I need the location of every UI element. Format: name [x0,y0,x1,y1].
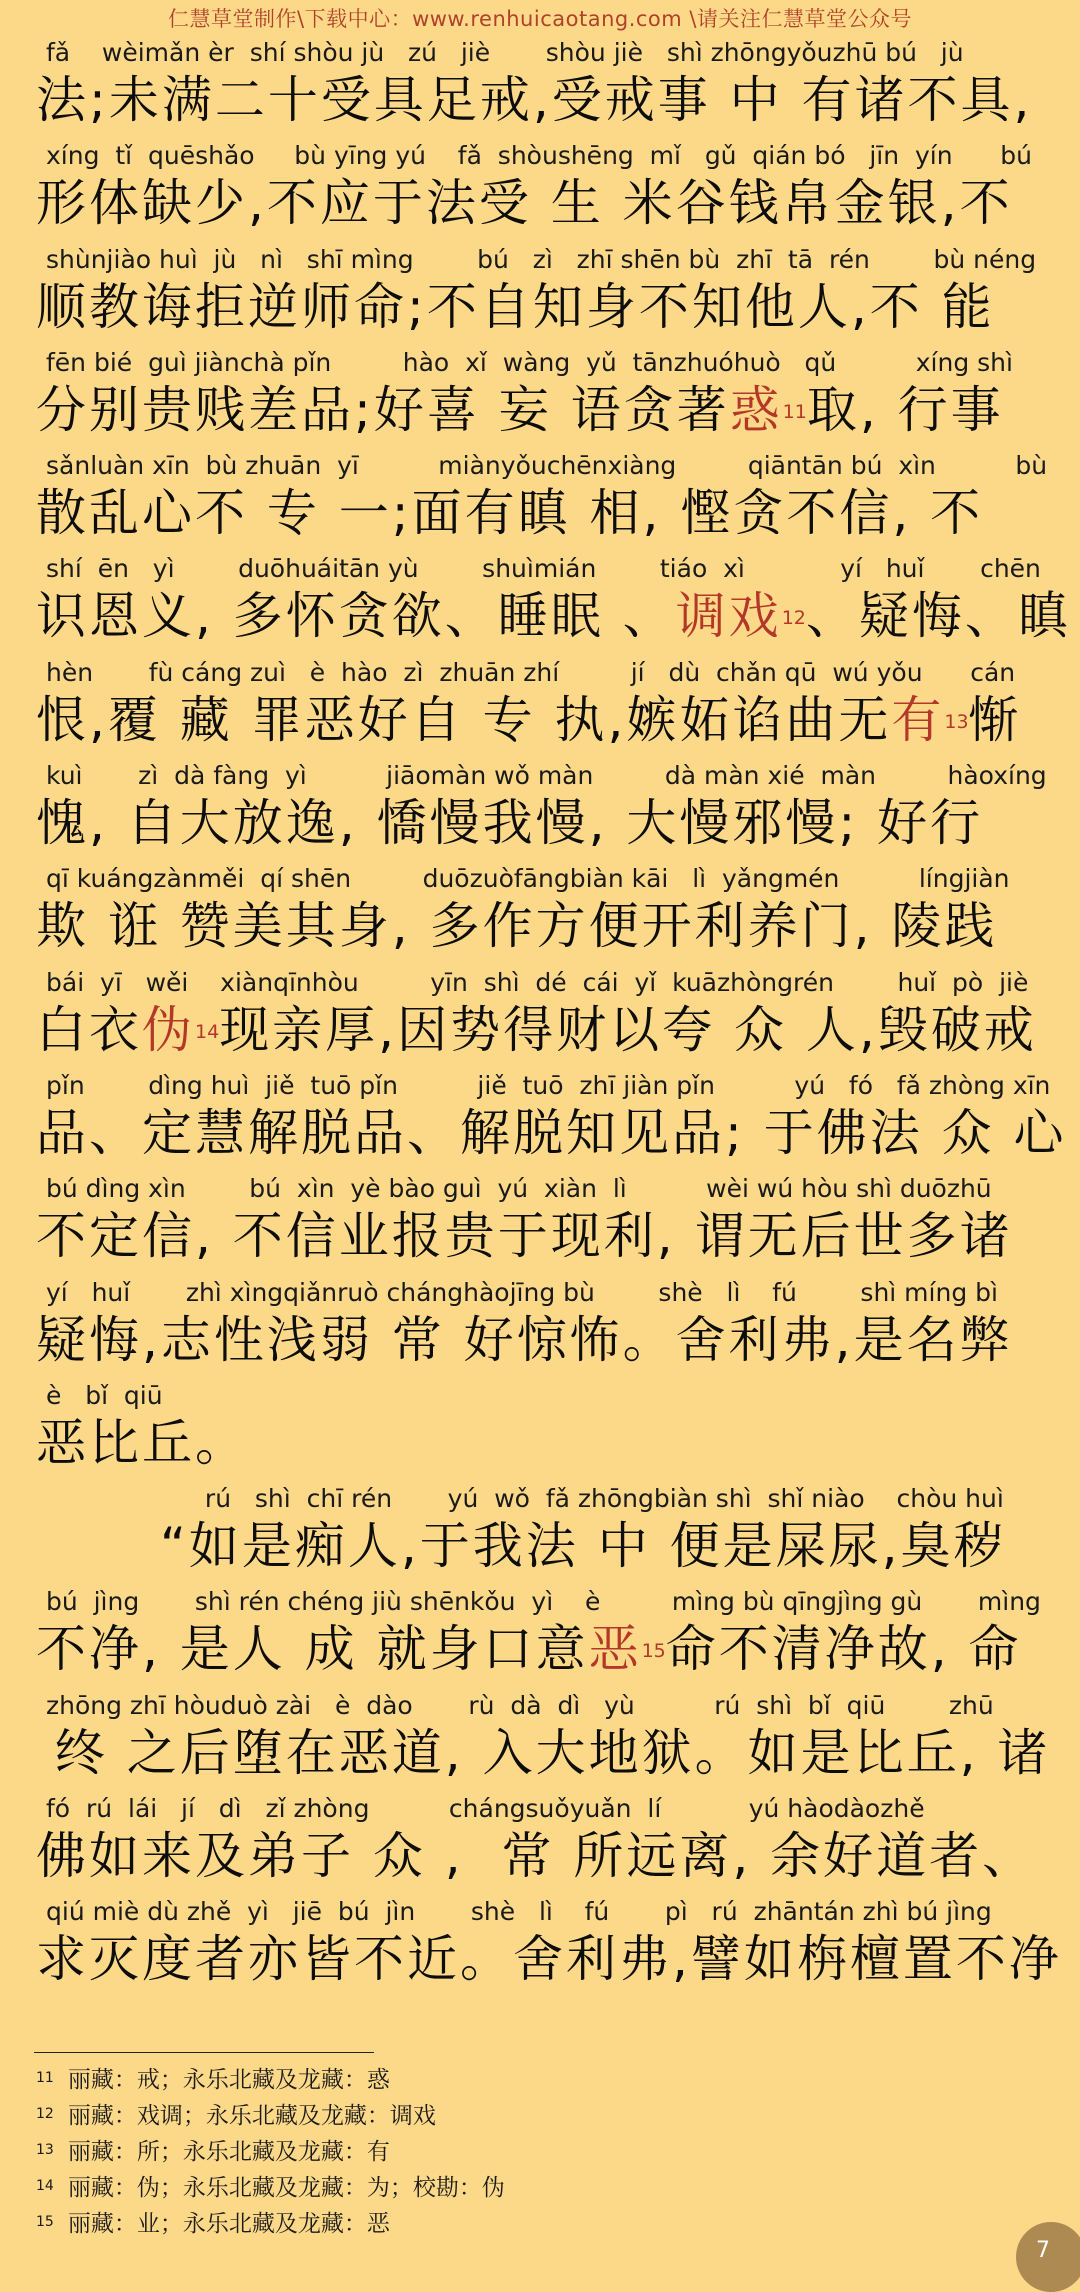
scripture-text [36,36,1071,1999]
text-line [36,966,1046,1069]
text-line [36,243,1046,346]
footnote-ref: 14 [195,1020,220,1043]
footnote-ref: 15 [641,1640,666,1663]
footnote-text: 丽藏：戏调；永乐北藏及龙藏：调戏 [67,2103,436,2129]
pinyin-line: sǎnluàn xīn bù zhuān yī miànyǒuchēnxiàng qiāntān bú xìn bù [46,451,1048,481]
footnote-text: 丽藏：伪；永乐北藏及龙藏：为；校勘：伪 [67,2175,505,2201]
text-line [36,1276,1046,1379]
pinyin-line: shùnjiào huì jù nì shī mìng bú zì zhī shēn bù zhī tā rén bù néng [46,244,1037,274]
footnote-item [36,2098,936,2134]
hanzi-line [36,1618,1046,1680]
variant-character: 有 [891,690,945,749]
footnote-item [36,2134,936,2170]
text-segment: 疑悔,志性浅弱 常 好惊怖。舍利弗,是名弊 [36,1310,1013,1369]
text-line [36,1379,1046,1482]
footnote-text: 丽藏：业；永乐北藏及龙藏：恶 [67,2211,390,2237]
text-segment: 现亲厚,因势得财以夸 众 人,毁破戒 [219,1000,1037,1059]
hanzi-line [36,69,1046,131]
text-segment: 取, 行事 [806,380,1004,439]
text-segment: 、疑悔、瞋 [805,587,1071,646]
hanzi-line [36,999,1046,1061]
pinyin-line: qī kuángzànměi qí shēn duōzuòfāngbiàn kāi lì yǎngmén língjiàn [46,864,1010,894]
text-line [36,1172,1046,1275]
text-line [36,139,1046,242]
footnote-number: 13 [36,2142,54,2158]
text-segment: 白衣 [36,1000,142,1059]
pinyin-line: qiú miè dù zhě yì jiē bú jìn shè lì fú pì rú zhāntán zhì bú jìng [46,1897,992,1927]
hanzi-line [36,1928,1062,1990]
text-line [36,759,1046,862]
text-line [36,1689,1051,1792]
footnote-ref: 11 [782,400,807,423]
pinyin-line: yí huǐ zhì xìngqiǎnruò chánghàojīng bù shè lì fú shì míng bì [46,1277,998,1307]
pinyin-line: fēn bié guì jiànchà pǐn hào xǐ wàng yǔ tānzhuóhuò qǔ xíng shì [46,347,1013,377]
text-segment: 分别贵贱差品;好喜 妄 语贪著 [36,380,730,439]
footnote-number: 12 [36,2106,54,2122]
variant-character: 调戏 [675,587,782,646]
pinyin-line: rú shì chī rén yú wǒ fǎ zhōngbiàn shì shǐ niào chòu huì [46,1484,1004,1514]
hanzi-line [160,1515,1046,1577]
text-segment: 顺教诲拒逆师命;不自知身不知他人,不 能 [36,277,995,336]
text-line [36,1792,1046,1895]
pinyin-line: è bǐ qiū [46,1380,163,1410]
hanzi-line [36,1412,1046,1474]
hanzi-line [36,585,1071,647]
pinyin-line: bú jìng shì rén chéng jiù shēnkǒu yì è mìng bù qīngjìng gù mìng [46,1587,1041,1617]
variant-character: 惑 [729,380,783,439]
text-line [36,1069,1067,1172]
pinyin-line: bái yī wěi xiànqīnhòu yīn shì dé cái yǐ kuāzhòngrén huǐ pò jiè [46,967,1029,997]
hanzi-line [36,895,1046,957]
text-segment: 恨,覆 藏 罪恶好自 专 执,嫉妬谄曲无 [36,690,892,749]
footnote-ref: 12 [781,607,806,630]
hanzi-line [36,1309,1046,1371]
pinyin-line: pǐn dìng huì jiě tuō pǐn jiě tuō zhī jiàn pǐn yú fó fǎ zhòng xīn [46,1070,1051,1100]
site-header: 仁慧草堂制作\下载中心：www.renhuicaotang.com \请关注仁慧草堂公众号 [168,7,912,31]
pinyin-line: xíng tǐ quēshǎo bù yīng yú fǎ shòushēng mǐ gǔ qián bó jīn yín bú [46,141,1032,171]
hanzi-line [36,172,1046,234]
text-segment: 惭 [968,690,1022,749]
footnote-item [36,2206,936,2242]
variant-character: 恶 [588,1620,642,1679]
footnote-item [36,2062,936,2098]
text-line [36,1585,1046,1688]
variant-character: 伪 [142,1000,195,1059]
text-segment: “如是痴人,于我法 中 便是屎尿,臭秽 [160,1517,1007,1576]
text-line [36,449,1046,552]
pinyin-line: zhōng zhī hòuduò zài è dào rù dà dì yù rú shì bǐ qiū zhū [46,1690,994,1720]
hanzi-line [36,482,1046,544]
footnote-ref: 13 [944,710,969,733]
text-line [36,1895,1062,1998]
text-segment: 形体缺少,不应于法受 生 米谷钱帛金银,不 [36,174,1013,233]
hanzi-line [36,1722,1051,1784]
footnote-number: 11 [36,2070,54,2086]
text-segment: 不定信, 不信业报贵于现利, 谓无后世多诸 [36,1207,1013,1266]
pinyin-line: bú dìng xìn bú xìn yè bào guì yú xiàn lì wèi wú hòu shì duōzhū [46,1174,992,1204]
text-segment: 识恩义, 多怀贪欲、睡眠 、 [36,587,676,646]
text-segment: 命不清净故, 命 [665,1620,1022,1679]
pinyin-line: shí ēn yì duōhuáitān yù shuìmián tiáo xì yí huǐ chēn [46,554,1041,584]
hanzi-line [36,1205,1046,1267]
text-segment: 求灭度者亦皆不近。舍利弗,譬如栴檀置不净 [36,1930,1062,1989]
hanzi-line [36,276,1046,338]
footnote-text: 丽藏：所；永乐北藏及龙藏：有 [67,2139,390,2165]
pinyin-line: fǎ wèimǎn èr shí shòu jù zú jiè shòu jiè shì zhōngyǒuzhū bú jù [46,38,964,67]
footnote-text: 丽藏：戒；永乐北藏及龙藏：惑 [67,2067,390,2093]
footnote-number: 14 [36,2178,54,2194]
footnotes [36,2062,936,2242]
text-segment: 不净, 是人 成 就身口意 [36,1620,589,1679]
footnote-divider [34,2052,374,2053]
hanzi-line [36,1102,1067,1164]
text-line [36,862,1046,965]
text-line [36,552,1071,655]
pinyin-line: hèn fù cáng zuì è hào zì zhuān zhí jí dù chǎn qū wú yǒu cán [46,657,1016,687]
pinyin-line: fó rú lái jí dì zǐ zhòng chángsuǒyuǎn lí yú hàodàozhě [46,1794,925,1824]
text-segment: 恶比丘。 [36,1413,248,1472]
footnote-item [36,2170,936,2206]
text-line [36,36,1046,139]
text-segment: 终 之后堕在恶道, 入大地狱。如是比丘, 诸 [36,1723,1051,1782]
pinyin-line: kuì zì dà fàng yì jiāomàn wǒ màn dà màn xié màn hàoxíng [46,761,1047,791]
text-segment: 品、定慧解脱品、解脱知见品; 于佛法 众 心 [36,1103,1067,1162]
page-number: 7 [1036,2238,1050,2263]
text-segment: 散乱心不 专 一;面有瞋 相, 慳贪不信, 不 [36,484,984,543]
text-segment: 佛如来及弟子 众 , 常 所远离, 余好道者、 [36,1827,1036,1886]
hanzi-line [36,792,1046,854]
text-line [36,346,1046,449]
hanzi-line [36,689,1046,751]
hanzi-line [36,1825,1046,1887]
hanzi-line [36,379,1046,441]
text-line [36,1482,1046,1585]
text-segment: 法;未满二十受具足戒,受戒事 中 有诸不具, [36,71,1033,129]
footnote-number: 15 [36,2214,54,2230]
text-segment: 愧, 自大放逸, 憍慢我慢, 大慢邪慢; 好行 [36,794,984,853]
text-segment: 欺 诳 赞美其身, 多作方便开利养门, 陵践 [36,897,998,956]
text-line [36,656,1046,759]
